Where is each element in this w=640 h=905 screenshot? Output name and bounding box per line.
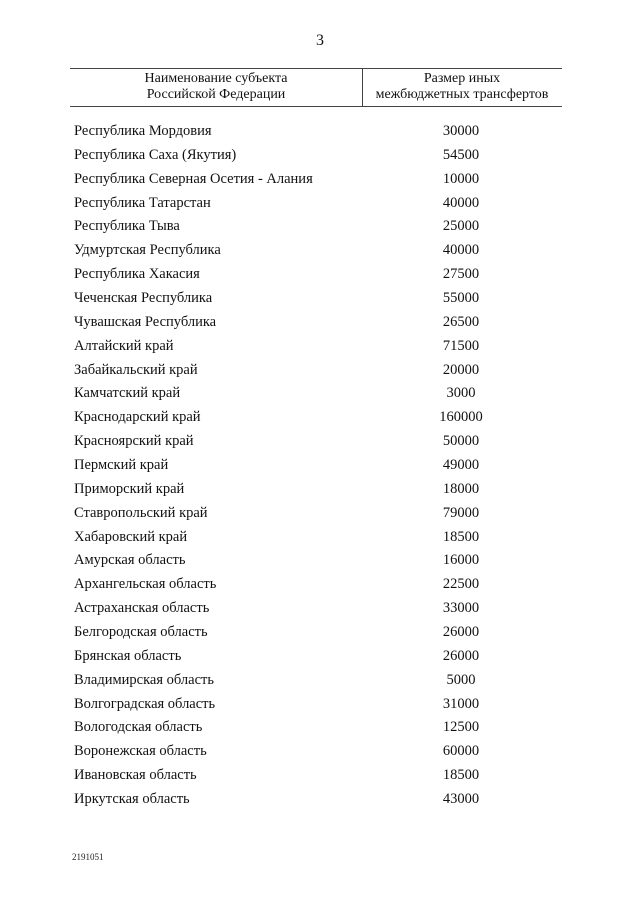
subject-name: Пермский край [74,457,169,474]
transfer-amount: 43000 [442,791,480,808]
transfer-amount: 18500 [442,528,480,545]
transfer-amount: 27500 [442,266,480,283]
page-number: 3 [316,32,324,49]
header-subject-line1: Наименование субъекта [144,71,288,86]
table-row [0,119,640,143]
subject-name: Республика Тыва [74,218,180,235]
table-row [0,692,640,716]
subject-name: Камчатский край [74,385,181,402]
table-row [0,429,640,453]
transfer-amount: 54500 [442,146,480,163]
transfer-amount: 40000 [442,242,480,259]
transfer-amount: 40000 [442,194,480,211]
transfer-amount: 55000 [442,290,480,307]
subject-name: Красноярский край [74,433,194,450]
transfer-amount: 25000 [442,218,480,235]
subject-name: Краснодарский край [74,409,201,426]
subject-name: Архангельская область [74,576,217,593]
table-row [0,262,640,286]
subject-name: Чувашская Республика [74,313,217,330]
transfer-amount: 26000 [442,647,480,664]
transfer-amount: 30000 [442,123,480,139]
table-header [70,68,562,107]
transfer-amount: 18500 [442,767,480,784]
subject-name: Иркутская область [74,791,190,808]
table-row [0,214,640,238]
transfer-amount: 18000 [442,480,480,497]
subject-name: Чеченская Республика [74,290,213,307]
table-row [0,381,640,405]
subject-name: Республика Татарстан [74,194,211,211]
table-row [0,644,640,668]
transfer-amount: 16000 [442,552,480,569]
subject-name: Вологодская область [74,719,203,736]
transfer-amount: 3000 [446,385,476,402]
subject-name: Республика Саха (Якутия) [74,146,237,163]
transfer-amount: 60000 [442,743,480,760]
subject-name: Ставропольский край [74,504,208,521]
transfer-amount: 33000 [442,600,480,617]
table-row [0,596,640,620]
subject-name: Приморский край [74,480,185,497]
table-row [0,286,640,310]
table-row [0,715,640,739]
table-row [0,358,640,382]
transfer-amount: 160000 [439,409,483,426]
subject-name: Брянская область [74,647,182,664]
subject-name: Республика Хакасия [74,266,200,283]
table-row [0,310,640,334]
transfer-amount: 49000 [442,457,480,474]
transfer-amount: 71500 [442,337,480,354]
table-row [0,501,640,525]
table-row [0,453,640,477]
transfer-amount: 50000 [442,433,480,450]
table-row [0,334,640,358]
table-row [0,477,640,501]
transfer-amount: 12500 [442,719,480,736]
table-row [0,668,640,692]
transfer-amount: 79000 [442,504,480,521]
document-code: 2191051 [72,852,104,862]
transfer-amount: 26000 [442,624,480,641]
subject-name: Волгоградская область [74,695,216,712]
table-row [0,525,640,549]
subject-name: Астраханская область [74,600,210,617]
subject-name: Ивановская область [74,767,197,784]
subject-name: Хабаровский край [74,528,188,545]
table-row [0,191,640,215]
subject-name: Белгородская область [74,624,208,641]
subject-name: Владимирская область [74,671,214,688]
subject-name: Алтайский край [74,337,174,354]
subject-name: Республика Мордовия [74,123,212,139]
table-row [0,787,640,811]
subject-name: Забайкальский край [74,361,198,378]
subject-name: Удмуртская Республика [74,242,221,259]
table-row [0,238,640,262]
table-row [0,620,640,644]
table-row [0,739,640,763]
subject-name: Воронежская область [74,743,207,760]
table-row [0,548,640,572]
table-row [0,167,640,191]
table-row [0,405,640,429]
subject-name: Амурская область [74,552,186,569]
transfer-amount: 26500 [442,313,480,330]
transfer-amount: 5000 [446,671,476,688]
transfer-amount: 10000 [442,170,480,187]
transfer-amount: 20000 [442,361,480,378]
transfer-amount: 31000 [442,695,480,712]
table-row [0,572,640,596]
header-amount-line2: межбюджетных трансфертов [375,87,549,102]
header-subject-line2: Российской Федерации [146,87,286,102]
header-subject-column [70,71,362,103]
header-amount-column [362,71,562,103]
header-amount-line1: Размер иных [423,71,501,86]
subject-name: Республика Северная Осетия - Алания [74,170,313,187]
table-row [0,763,640,787]
table-row [0,143,640,167]
transfer-amount: 22500 [442,576,480,593]
table-body [0,119,640,811]
